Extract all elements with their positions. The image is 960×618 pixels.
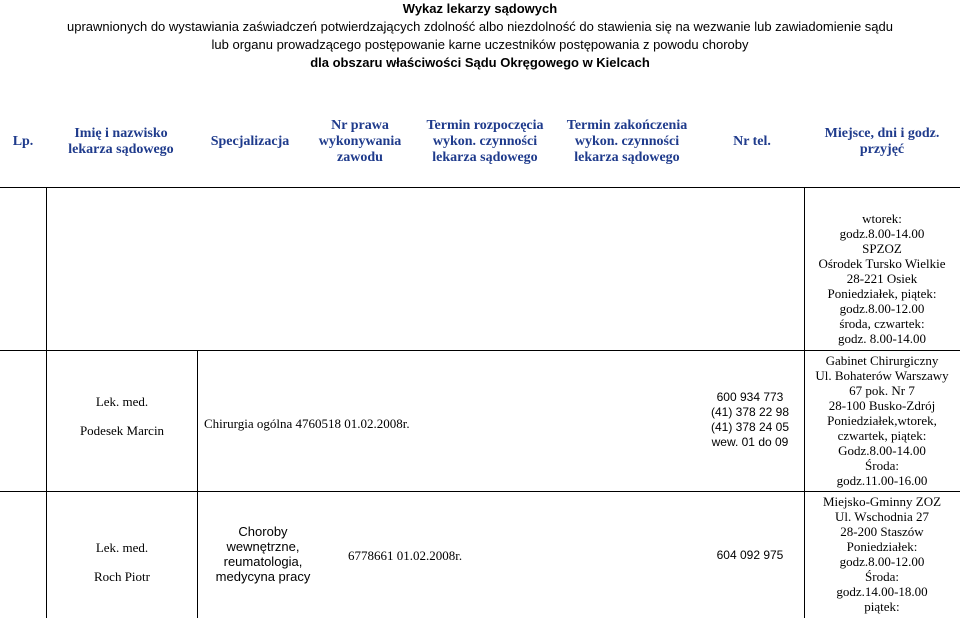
subtitle-line-2: lub organu prowadzącego postępowanie karne uczestników postępowania z powodu choroby — [211, 37, 749, 52]
document-header — [0, 0, 960, 72]
doctor-title: Lek. med. — [95, 540, 149, 555]
grid-line — [0, 350, 960, 351]
row2-nr-date: 6778661 01.02.2008r. — [348, 548, 463, 563]
doctor-title: Lek. med. — [95, 394, 149, 409]
grid-line — [197, 350, 198, 618]
grid-line — [46, 187, 47, 618]
col-place: Miejsce, dni i godz. przyjęć — [824, 126, 940, 157]
row1-doctor — [48, 394, 196, 438]
row1-place: Gabinet Chirurgiczny Ul. Bohaterów Warszawy 67 pok. Nr 7 28-100 Busko-Zdrój Poniedziałek,wtorek, czwartek, piątek: Godz.8.00-14.00 Środa: godz.11.00-16.00 — [815, 353, 949, 488]
col-name: Imię i nazwisko lekarza sądowego — [68, 126, 174, 157]
col-lp: Lp. — [12, 134, 34, 149]
col-tel: Nr tel. — [733, 134, 771, 149]
row1-spec-nr-date: Chirurgia ogólna 4760518 01.02.2008r. — [204, 416, 410, 431]
col-spec: Specjalizacja — [210, 134, 290, 149]
row2-spec: Choroby wewnętrzne, reumatologia, medycyna pracy — [215, 524, 311, 584]
row0-place: wtorek: godz.8.00-14.00 SPZOZ Ośrodek Tursko Wielkie 28-221 Osiek Poniedziałek, piątek: godz.8.00-12.00 środa, czwartek: godz. 8.00-14.00 — [818, 211, 946, 346]
col-nr-prawa: Nr prawa wykonywania zawodu — [318, 118, 402, 165]
grid-line — [0, 491, 960, 492]
doctor-name: Podesek Marcin — [79, 423, 165, 438]
row2-phone: 604 092 975 — [716, 548, 784, 562]
document-title: Wykaz lekarzy sądowych — [402, 1, 558, 16]
region-line: dla obszaru właściwości Sądu Okręgowego w Kielcach — [310, 55, 650, 70]
doctor-name: Roch Piotr — [94, 569, 150, 584]
col-start: Termin rozpoczęcia wykon. czynności lekarza sądowego — [426, 118, 544, 165]
row2-doctor — [48, 540, 196, 584]
subtitle-line-1: uprawnionych do wystawiania zaświadczeń potwierdzających zdolność albo niezdolność do stawienia się na wezwanie lub zawiadomienie sądu — [67, 19, 893, 34]
col-end: Termin zakończenia wykon. czynności lekarza sądowego — [566, 118, 688, 165]
row1-phone: 600 934 773 (41) 378 22 98 (41) 378 24 05 wew. 01 do 09 — [710, 390, 790, 449]
grid-line — [0, 187, 960, 188]
row2-place: Miejsko-Gminny ZOZ Ul. Wschodnia 27 28-200 Staszów Poniedziałek: godz.8.00-12.00 Środa: godz.14.00-18.00 piątek: — [822, 494, 942, 614]
